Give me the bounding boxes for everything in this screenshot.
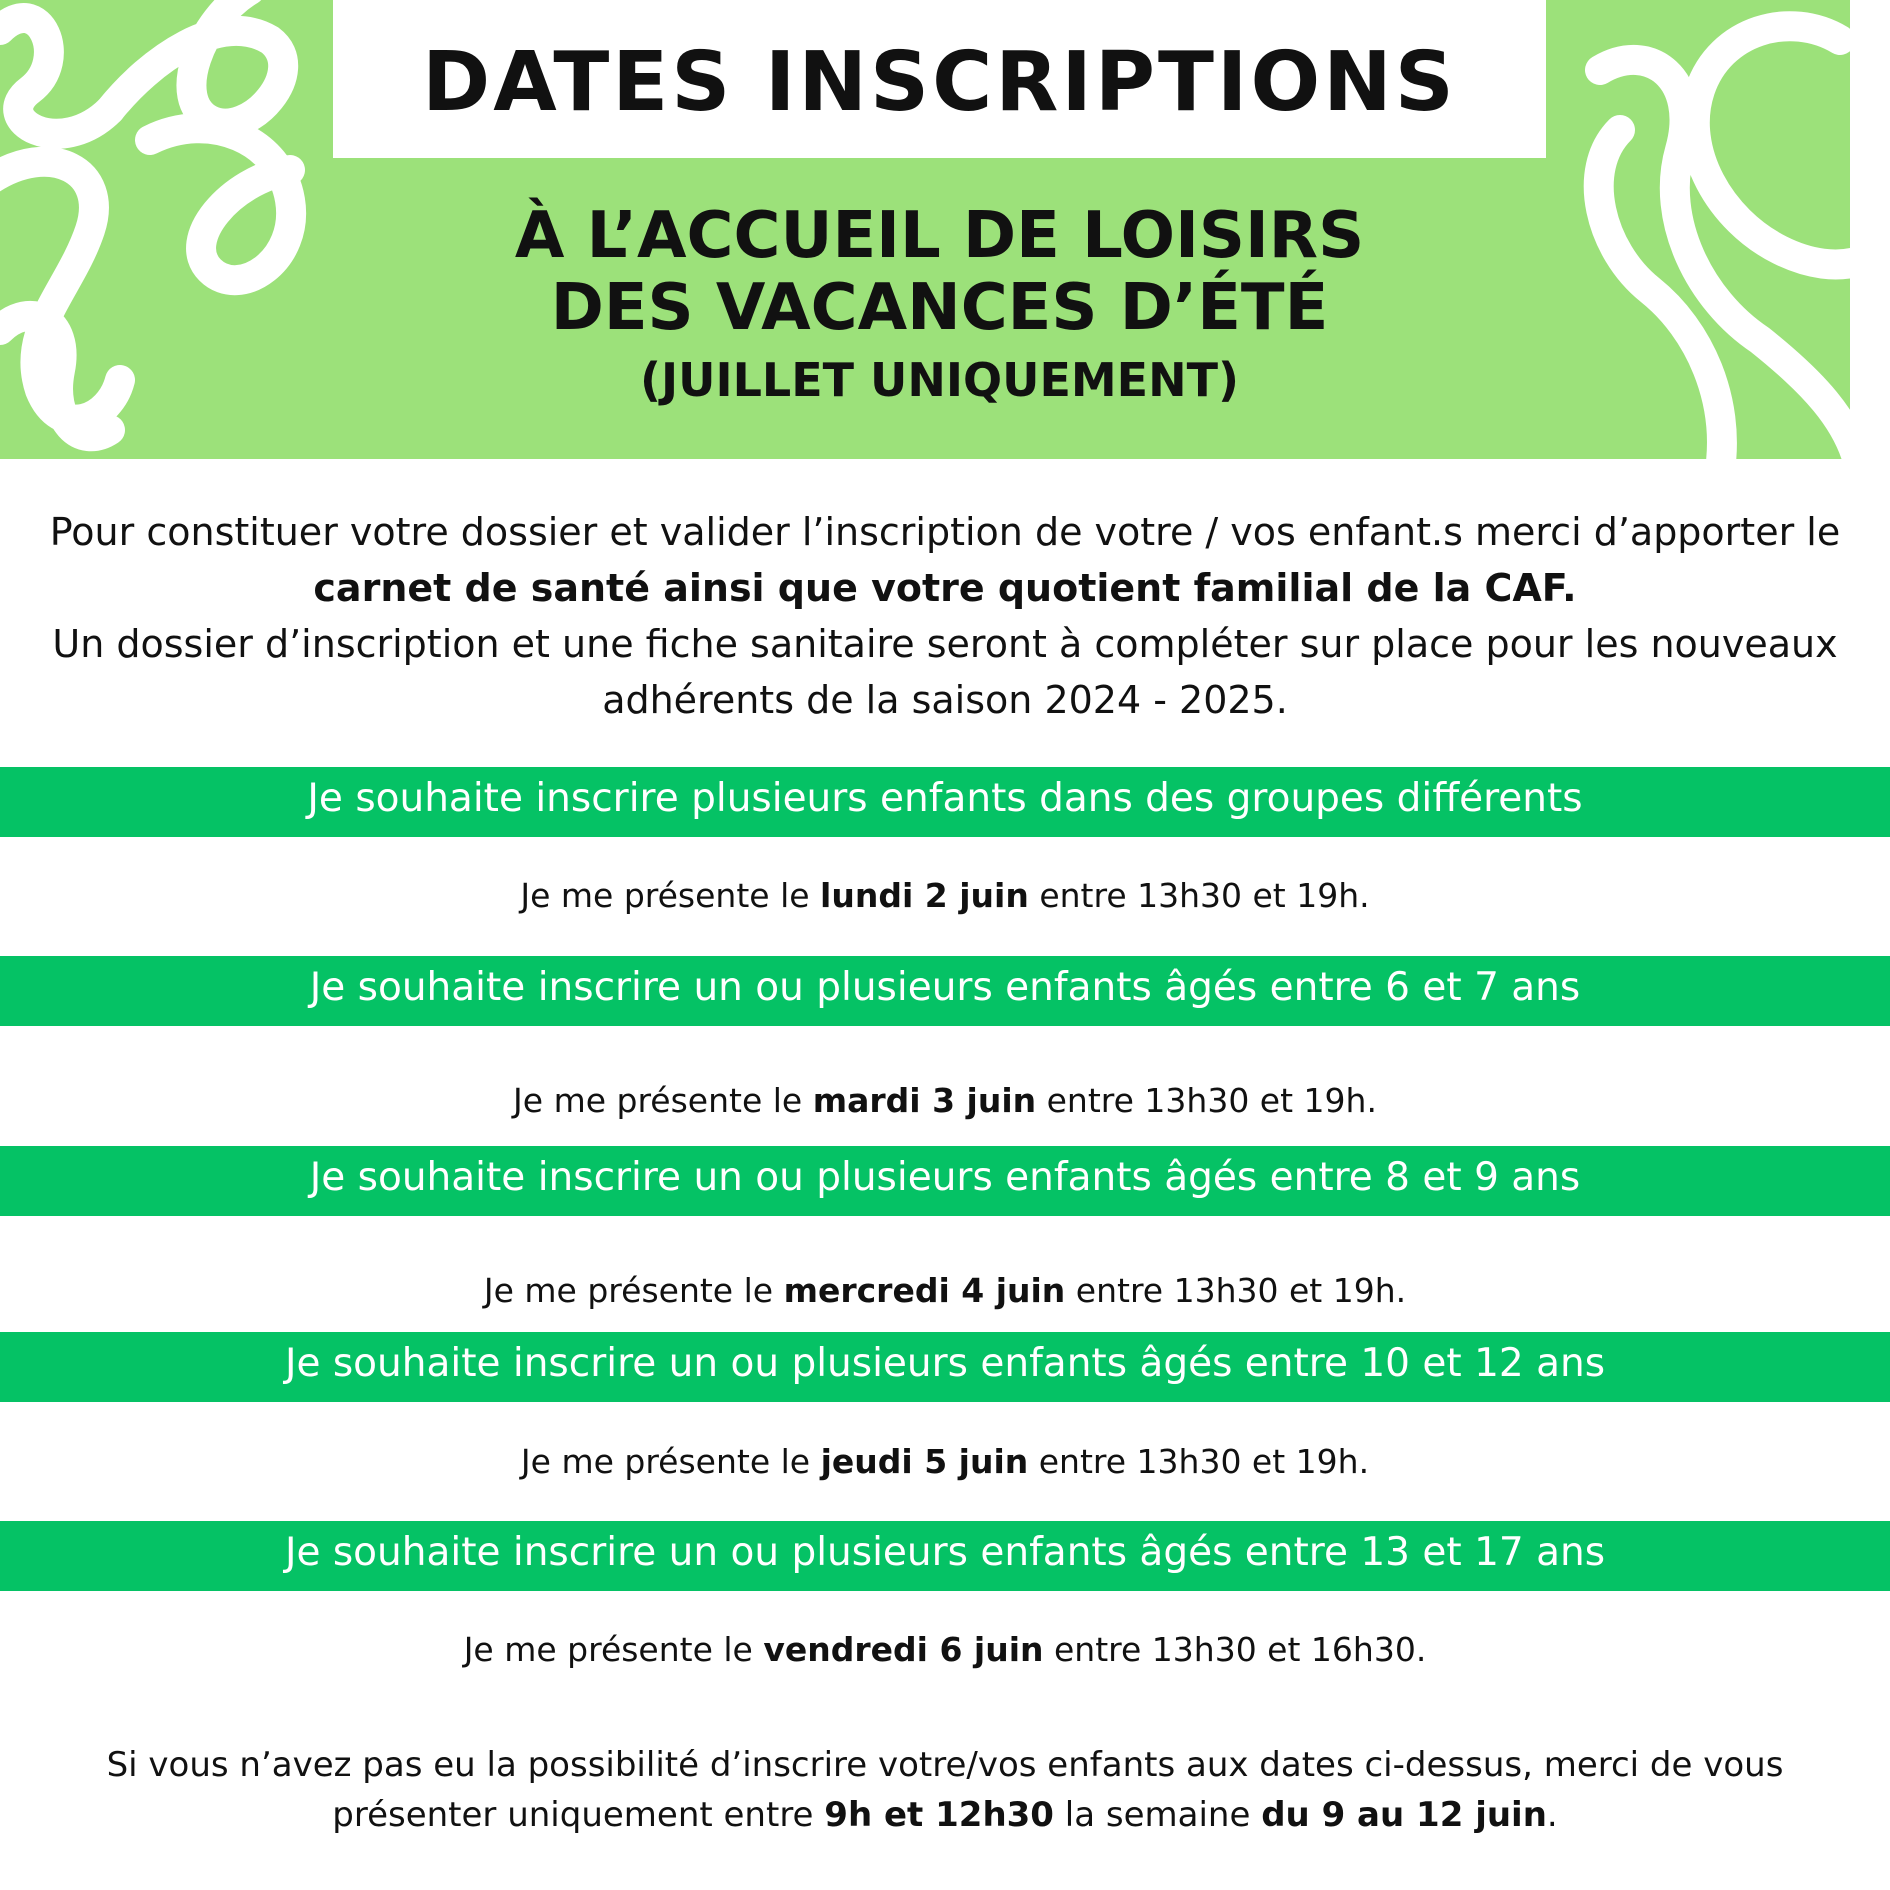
slot-day: lundi 2 juin [820,876,1029,915]
slot-day: vendredi 6 juin [763,1630,1044,1669]
footer-text-2: la semaine [1053,1795,1262,1835]
page-title: DATES INSCRIPTIONS [422,34,1457,130]
group-heading-13-17: Je souhaite inscrire un ou plusieurs enfants âgés entre 13 et 17 ans [0,1521,1890,1591]
footer-note [40,1740,1850,1840]
intro-text-2: Un dossier d’inscription et une fiche sanitaire seront à compléter sur place pour les nouveaux adhérents de la saison 2024 - 2025. [52,622,1838,722]
subtitle-line-2: DES VACANCES D’ÉTÉ [550,271,1329,345]
group-heading-multiple: Je souhaite inscrire plusieurs enfants dans des groupes différents [0,767,1890,837]
subtitle-line-1: À L’ACCUEIL DE LOISIRS [514,199,1365,273]
header-banner [0,0,1850,459]
subtitle-line-3: (JUILLET UNIQUEMENT) [640,353,1239,407]
intro-required-documents: carnet de santé ainsi que votre quotient familial de la CAF. [313,566,1577,610]
group-heading-10-12: Je souhaite inscrire un ou plusieurs enfants âgés entre 10 et 12 ans [0,1332,1890,1402]
slot-prefix: Je me présente le [483,1271,784,1310]
slot-prefix: Je me présente le [513,1081,813,1120]
intro-paragraph [40,504,1850,728]
footer-week: du 9 au 12 juin [1261,1795,1547,1835]
slot-day: mardi 3 juin [812,1081,1037,1120]
slot-suffix: entre 13h30 et 19h. [1028,876,1370,915]
group-slot-10-12 [0,1438,1890,1486]
slot-suffix: entre 13h30 et 19h. [1028,1442,1370,1481]
intro-text: Pour constituer votre dossier et valider l’inscription de votre / vos enfant.s merci d’apporter le [49,510,1841,554]
group-slot-6-7 [0,1077,1890,1125]
slot-suffix: entre 13h30 et 16h30. [1043,1630,1427,1669]
title-box [333,0,1546,158]
slot-suffix: entre 13h30 et 19h. [1036,1081,1377,1120]
group-slot-multiple [0,872,1890,920]
slot-day: jeudi 5 juin [820,1442,1029,1481]
group-slot-13-17 [0,1626,1890,1674]
slot-prefix: Je me présente le [463,1630,764,1669]
group-slot-8-9 [0,1267,1890,1315]
footer-hours: 9h et 12h30 [824,1795,1054,1835]
slot-suffix: entre 13h30 et 19h. [1065,1271,1407,1310]
slot-prefix: Je me présente le [520,876,821,915]
group-heading-8-9: Je souhaite inscrire un ou plusieurs enfants âgés entre 8 et 9 ans [0,1146,1890,1216]
slot-day: mercredi 4 juin [783,1271,1066,1310]
group-heading-6-7: Je souhaite inscrire un ou plusieurs enfants âgés entre 6 et 7 ans [0,956,1890,1026]
footer-text-3: . [1546,1795,1558,1835]
page-subtitle [333,200,1546,410]
slot-prefix: Je me présente le [520,1442,821,1481]
footer-text: Si vous n’avez pas eu la possibilité d’inscrire votre/vos enfants aux dates ci-dessus, merci de vous présenter uniquement entre [106,1745,1784,1835]
